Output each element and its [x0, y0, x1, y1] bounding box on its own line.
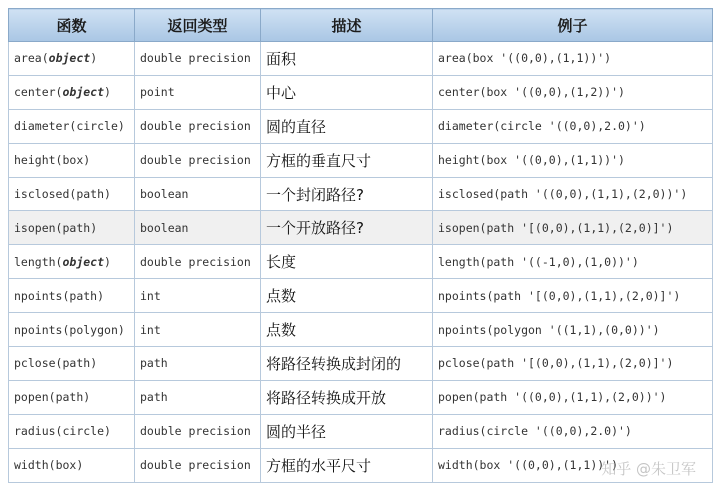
function-argument: polygon: [69, 322, 118, 337]
header-example: 例子: [433, 9, 713, 42]
function-signature: area(object): [9, 42, 135, 76]
description: 方框的水平尺寸: [261, 448, 433, 482]
description: 将路径转换成开放: [261, 380, 433, 414]
return-type: path: [135, 347, 261, 381]
function-name: npoints: [14, 322, 63, 337]
example: height(box '((0,0),(1,1))'): [433, 143, 713, 177]
function-argument: path: [62, 220, 91, 235]
return-type: boolean: [135, 177, 261, 211]
function-signature: isopen(path): [9, 211, 135, 245]
description: 一个开放路径?: [261, 211, 433, 245]
table-row: [9, 245, 713, 279]
return-type: path: [135, 380, 261, 414]
function-signature: width(box): [9, 448, 135, 482]
function-name: diameter: [14, 119, 70, 134]
function-argument: path: [62, 356, 91, 371]
description: 点数: [261, 279, 433, 313]
table-row: [9, 313, 713, 347]
return-type: int: [135, 279, 261, 313]
watermark: 知乎 @朱卫军: [601, 460, 696, 478]
function-name: npoints: [14, 288, 63, 303]
function-name: height: [14, 153, 56, 168]
table-body: [9, 42, 713, 483]
description: 圆的半径: [261, 414, 433, 448]
table-row: [9, 177, 713, 211]
function-signature: popen(path): [9, 380, 135, 414]
table-row: [9, 42, 713, 76]
function-name: width: [14, 458, 49, 473]
function-name: radius: [14, 424, 56, 439]
example: npoints(path '[(0,0),(1,1),(2,0)]'): [433, 279, 713, 313]
function-name: length: [14, 254, 56, 269]
function-argument: box: [62, 153, 84, 168]
return-type: double precision: [135, 414, 261, 448]
function-signature: length(object): [9, 245, 135, 279]
table-row: [9, 279, 713, 313]
example: npoints(polygon '((1,1),(0,0))'): [433, 313, 713, 347]
function-signature: height(box): [9, 143, 135, 177]
example: length(path '((-1,0),(1,0))'): [433, 245, 713, 279]
function-signature: npoints(path): [9, 279, 135, 313]
example: width(box '((0,0),(1,1))'): [433, 448, 713, 482]
example: center(box '((0,0),(1,2))'): [433, 75, 713, 109]
table-row: [9, 448, 713, 482]
function-signature: npoints(polygon): [9, 313, 135, 347]
function-signature: isclosed(path): [9, 177, 135, 211]
function-name: isclosed: [14, 187, 70, 201]
header-return-type: 返回类型: [135, 9, 261, 42]
description: 点数: [261, 313, 433, 347]
function-argument: circle: [62, 424, 105, 439]
table-row: [9, 347, 713, 381]
function-name: popen: [14, 390, 49, 405]
geometry-functions-table: [8, 8, 713, 483]
function-argument: object: [48, 51, 91, 66]
table-row: [9, 109, 713, 143]
function-signature: center(object): [9, 75, 135, 109]
function-signature: pclose(path): [9, 347, 135, 381]
return-type: int: [135, 313, 261, 347]
return-type: point: [135, 75, 261, 109]
table-row: [9, 414, 713, 448]
example: pclose(path '[(0,0),(1,1),(2,0)]'): [433, 347, 713, 381]
return-type: double precision: [135, 245, 261, 279]
example: diameter(circle '((0,0),2.0)'): [433, 109, 713, 143]
function-name: isopen: [14, 220, 56, 235]
function-argument: object: [62, 254, 105, 269]
description: 方框的垂直尺寸: [261, 143, 433, 177]
description: 一个封闭路径?: [261, 177, 433, 211]
function-argument: path: [55, 390, 84, 405]
description: 将路径转换成封闭的: [261, 347, 433, 381]
description: 圆的直径: [261, 109, 433, 143]
function-signature: radius(circle): [9, 414, 135, 448]
description: 中心: [261, 75, 433, 109]
function-argument: circle: [76, 119, 118, 134]
example: radius(circle '((0,0),2.0)'): [433, 414, 713, 448]
return-type: double precision: [135, 109, 261, 143]
function-name: center: [14, 85, 56, 100]
description: 长度: [261, 245, 433, 279]
example: popen(path '((0,0),(1,1),(2,0))'): [433, 380, 713, 414]
geometry-functions-table-container: [8, 8, 712, 483]
function-argument: path: [69, 288, 98, 303]
example: isclosed(path '((0,0),(1,1),(2,0))'): [433, 177, 713, 211]
description: 面积: [261, 42, 433, 76]
example: isopen(path '[(0,0),(1,1),(2,0)]'): [433, 211, 713, 245]
header-description: 描述: [261, 9, 433, 42]
function-argument: object: [62, 85, 105, 100]
return-type: double precision: [135, 448, 261, 482]
return-type: double precision: [135, 42, 261, 76]
table-row: [9, 75, 713, 109]
header-function: 函数: [9, 9, 135, 42]
function-name: area: [14, 51, 42, 66]
return-type: boolean: [135, 211, 261, 245]
example: area(box '((0,0),(1,1))'): [433, 42, 713, 76]
table-row: [9, 143, 713, 177]
header-row: [9, 9, 713, 42]
table-row: [9, 211, 713, 245]
function-argument: box: [55, 458, 77, 473]
function-signature: diameter(circle): [9, 109, 135, 143]
function-name: pclose: [14, 356, 56, 371]
function-argument: path: [76, 187, 105, 201]
return-type: double precision: [135, 143, 261, 177]
table-row: [9, 380, 713, 414]
